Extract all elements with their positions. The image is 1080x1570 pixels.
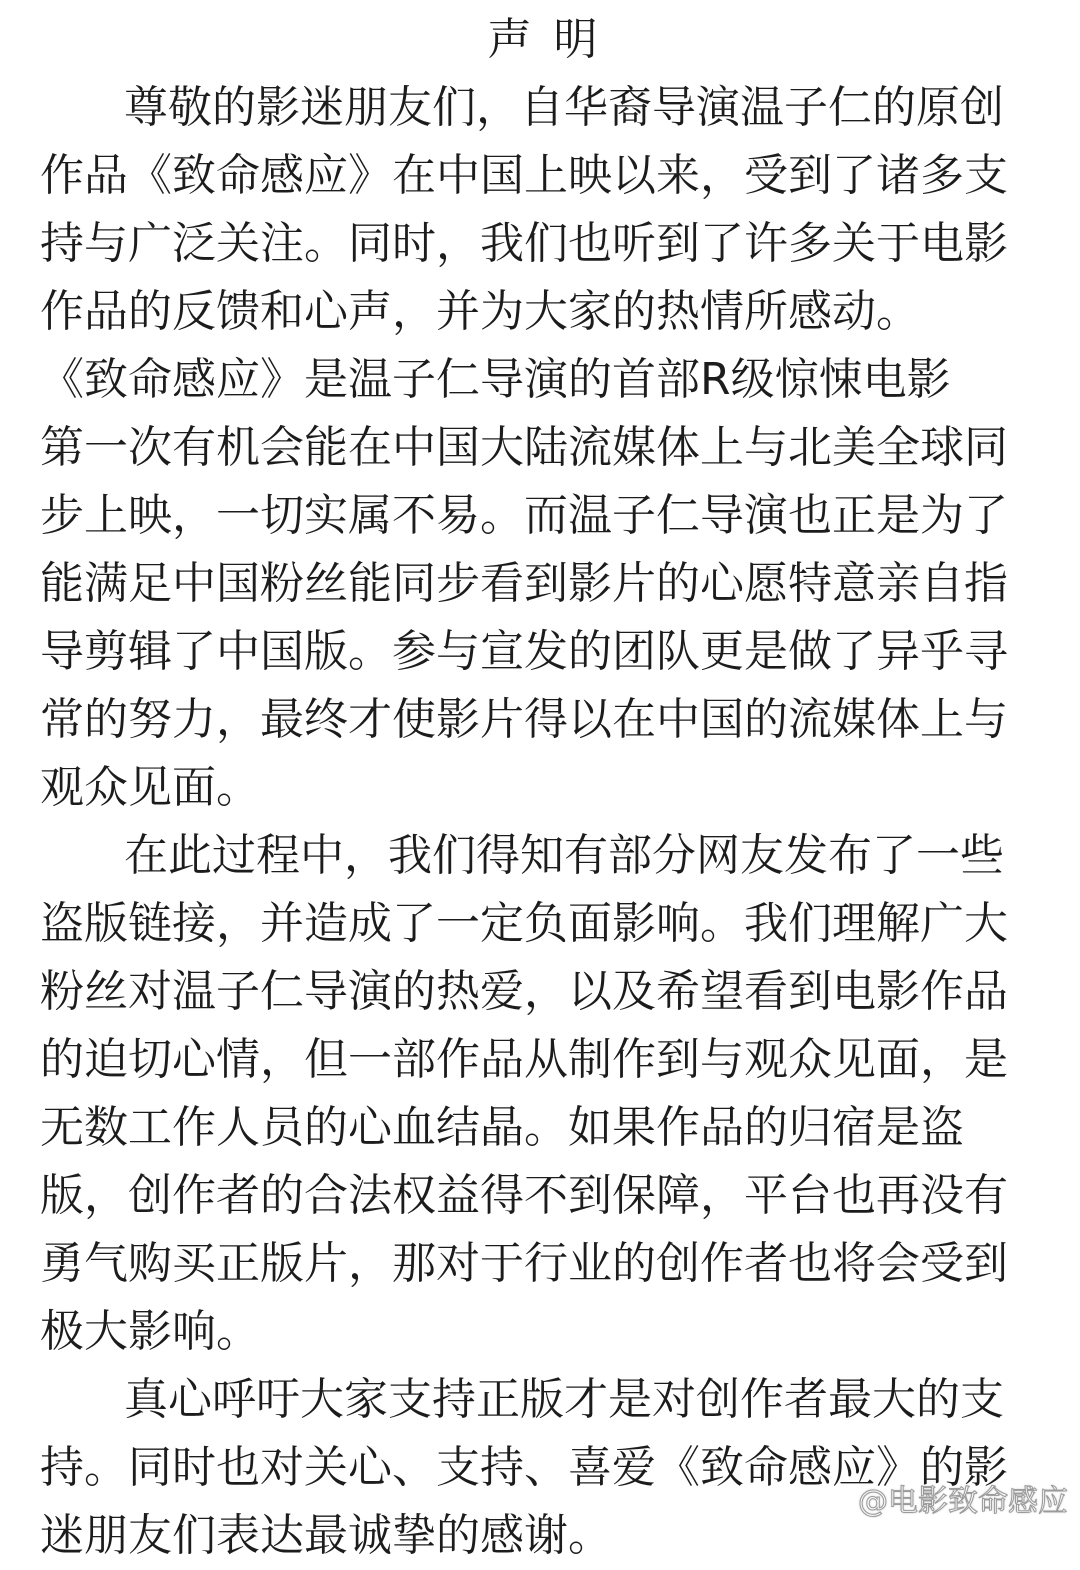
statement-page [40, 0, 1045, 1570]
paragraph-line: 作品的反馈和心声，并为大家的热情所感动。 [40, 286, 920, 337]
paragraph-line: 常的努力，最终才使影片得以在中国的流媒体上与 [40, 694, 1008, 745]
paragraph-line: 尊敬的影迷朋友们，自华裔导演温子仁的原创 [124, 82, 1004, 133]
paragraph-line: 第一次有机会能在中国大陆流媒体上与北美全球同 [40, 422, 1008, 473]
paragraph-line: 导剪辑了中国版。参与宣发的团队更是做了异乎寻 [40, 626, 1008, 677]
paragraph-line: 持与广泛关注。同时，我们也听到了许多关于电影 [40, 218, 1008, 269]
paragraph-line: 《致命感应》是温子仁导演的首部R级惊悚电影 [40, 354, 951, 405]
weibo-watermark: @电影致命感应 [858, 1484, 1068, 1519]
paragraph-line: 真心呼吁大家支持正版才是对创作者最大的支 [124, 1374, 1004, 1425]
paragraph-4 [40, 1366, 1045, 1570]
paragraph-line: 持。同时也对关心、支持、喜爱《致命感应》的影 [40, 1442, 1008, 1493]
paragraph-3 [40, 822, 1045, 1366]
paragraph-line: 极大影响。 [40, 1306, 260, 1357]
paragraph-line: 盗版链接，并造成了一定负面影响。我们理解广大 [40, 898, 1008, 949]
paragraph-line: 作品《致命感应》在中国上映以来，受到了诸多支 [40, 150, 1008, 201]
paragraph-1 [40, 74, 1045, 346]
paragraph-line: 在此过程中，我们得知有部分网友发布了一些 [124, 830, 1004, 881]
paragraph-line: 能满足中国粉丝能同步看到影片的心愿特意亲自指 [40, 558, 1008, 609]
paragraph-line: 勇气购买正版片，那对于行业的创作者也将会受到 [40, 1238, 1008, 1289]
paragraph-2 [40, 346, 1045, 822]
paragraph-line: 迷朋友们表达最诚挚的感谢。 [40, 1510, 612, 1561]
paragraph-line: 粉丝对温子仁导演的热爱，以及希望看到电影作品 [40, 966, 1008, 1017]
paragraph-line: 版，创作者的合法权益得不到保障，平台也再没有 [40, 1170, 1008, 1221]
statement-title: 声明 [487, 14, 620, 65]
paragraph-line: 无数工作人员的心血结晶。如果作品的归宿是盗 [40, 1102, 964, 1153]
paragraph-line: 步上映，一切实属不易。而温子仁导演也正是为了 [40, 490, 1008, 541]
paragraph-line: 的迫切心情，但一部作品从制作到与观众见面，是 [40, 1034, 1008, 1085]
paragraph-line: 观众见面。 [40, 762, 260, 813]
